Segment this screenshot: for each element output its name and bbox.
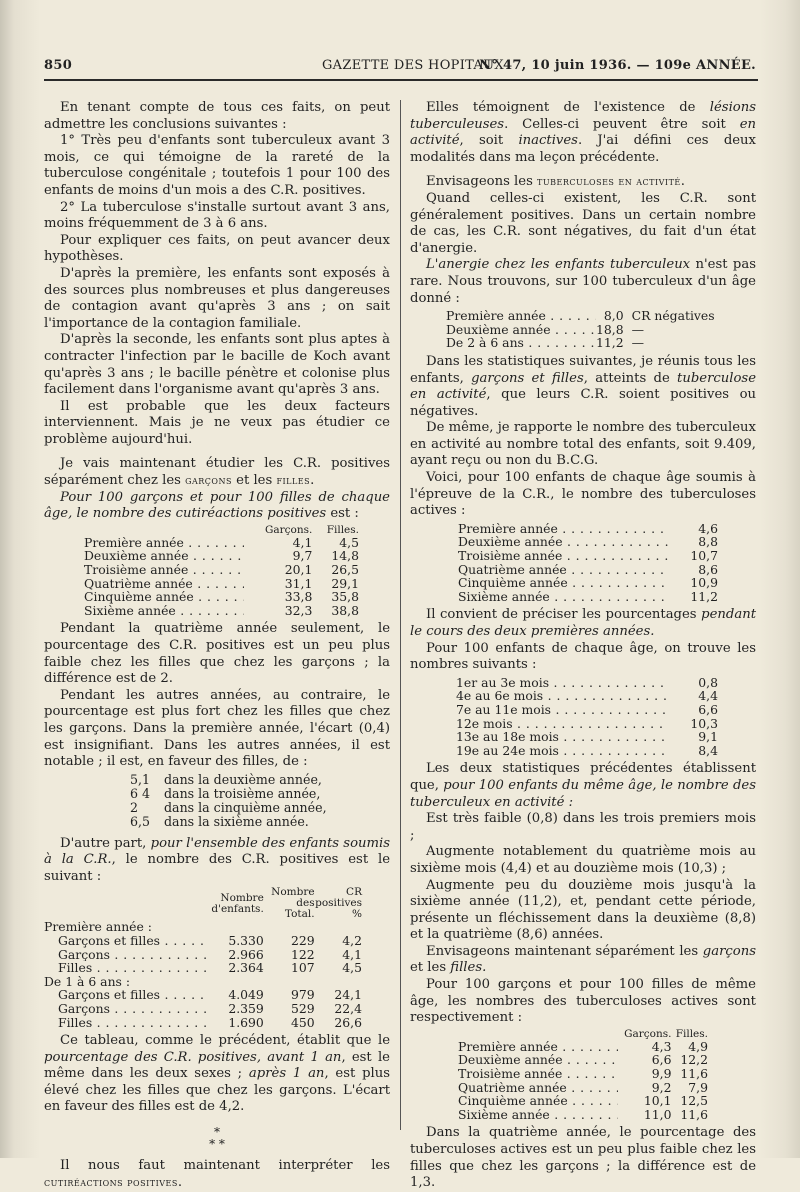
- unit: —: [631, 335, 644, 351]
- table-row: [84, 604, 359, 618]
- value-boys: 33,8: [284, 589, 313, 605]
- table-row: [456, 744, 718, 758]
- row-label: Garçons . . .: [44, 1002, 208, 1016]
- page-header: [44, 58, 756, 80]
- table-row: [44, 948, 362, 962]
- value-girls: 7,9: [688, 1079, 708, 1095]
- table-anergy: [446, 309, 715, 350]
- value: 11,2: [690, 588, 718, 604]
- row-label: Cinquième année . . .: [458, 1094, 618, 1108]
- value-girls: 12,5: [680, 1093, 708, 1109]
- row-label: Garçons et filles . . .: [44, 988, 208, 1002]
- difference-list: [130, 773, 390, 830]
- col-header: Garçons.: [624, 1027, 672, 1040]
- value-girls: 29,1: [331, 575, 359, 591]
- col-header: Filles.: [675, 1027, 708, 1040]
- row-label: Troisième année . . .: [458, 1067, 618, 1081]
- value: 0,8: [698, 674, 718, 690]
- paragraph: Pendant la quatrième année seulement, le pourcentage des C.R. positives est un peu plus faible chez les filles que chez les garçons ; la différence est de 2.: [44, 621, 390, 687]
- value: 10,9: [690, 575, 718, 591]
- table-row: [456, 730, 718, 744]
- group-label: De 1 à 6 ans :: [44, 973, 131, 989]
- value-girls: 12,2: [680, 1052, 708, 1068]
- paragraph: Envisageons les tuberculoses en activité.: [426, 174, 685, 190]
- table-row: [446, 323, 715, 337]
- value-percent: 4,2: [342, 932, 362, 948]
- list-item: [130, 815, 390, 829]
- list-item: [130, 773, 390, 787]
- col-header: Filles.: [326, 523, 359, 536]
- table-row: [456, 717, 718, 731]
- list-text: dans la sixième année.: [164, 814, 309, 830]
- paragraph: Ce tableau, comme le précédent, établit que le pourcentage des C.R. positives, avant 1 an, est le même dans les deux sexes ; après 1 an, est plus élevé chez les filles que chez les garçons. L'écart en faveur des filles est de 4,2.: [44, 1033, 391, 1115]
- table-active-by-sex: [458, 1029, 708, 1122]
- table-row: [458, 549, 718, 563]
- value-total: 107: [290, 960, 315, 976]
- value-girls: 14,8: [331, 548, 359, 564]
- table-row: [446, 309, 715, 323]
- value-boys: 32,3: [284, 602, 313, 618]
- row-label: 7e au 11e mois . . .: [456, 703, 668, 717]
- paragraph: Il convient de préciser les pourcentages pendant le cours des deux premières années.: [410, 607, 756, 639]
- paragraph: Pour 100 garçons et pour 100 filles de même âge, les nombres des tuberculoses actives sont respectivement :: [410, 977, 756, 1026]
- table-row: [458, 535, 718, 549]
- value: 6,6: [698, 701, 718, 717]
- value: 10,3: [690, 715, 718, 731]
- left-column: [44, 100, 390, 1191]
- value: 8,8: [698, 534, 718, 550]
- value-boys: 4,1: [292, 534, 313, 550]
- row-label: Première année . . .: [458, 1040, 618, 1054]
- table-row: [456, 676, 718, 690]
- value-total: 450: [290, 1014, 315, 1030]
- row-label: Deuxième année . . .: [446, 323, 596, 337]
- value-girls: 38,8: [331, 602, 359, 618]
- value-total: 979: [290, 987, 315, 1003]
- paragraph: Pour expliquer ces faits, on peut avancer deux hypothèses.: [44, 232, 390, 265]
- value-percent: 26,6: [334, 1014, 362, 1030]
- value-count: 2.364: [228, 960, 264, 976]
- journal-title: GAZETTE DES HOPITAUX: [322, 58, 504, 73]
- paragraph: Il nous faut maintenant interpréter les cutiréactions positives.: [44, 1158, 390, 1190]
- table-row: [84, 563, 359, 577]
- paragraph: Envisageons maintenant séparément les garçons et les filles.: [410, 943, 756, 976]
- row-label: Sixième année . . .: [458, 590, 668, 604]
- paragraph: Augmente peu du douzième mois jusqu'à la sixième année (11,2), et, pendant cette période, présente un fléchissement dans la deuxième (8,8) et la quatrième (8,6) années.: [410, 877, 756, 943]
- value-girls: 26,5: [331, 562, 359, 578]
- table-row: [458, 1040, 708, 1054]
- column-divider: [400, 100, 401, 1130]
- row-label: Garçons et filles . . .: [44, 934, 208, 948]
- table-row: [446, 336, 715, 350]
- paragraph: En tenant compte de tous ces faits, on peut admettre les conclusions suivantes :: [44, 100, 390, 132]
- value-count: 2.359: [228, 1000, 264, 1016]
- value: 11,2: [596, 335, 624, 351]
- value-boys: 9,2: [651, 1079, 672, 1095]
- list-item: [130, 787, 390, 801]
- paragraph: De même, je rapporte le nombre des tuberculeux en activité au nombre total des enfants, soit 9.409, ayant reçu ou non du B.C.G.: [410, 420, 756, 469]
- col-header: Garçons.: [265, 523, 313, 536]
- value-boys: 6,6: [651, 1052, 672, 1068]
- value-girls: 4,5: [339, 534, 359, 550]
- value: 8,0: [603, 308, 624, 324]
- value: 4,4: [698, 688, 718, 704]
- value-girls: 11,6: [680, 1066, 708, 1082]
- table-row: [458, 522, 718, 536]
- table-row: [44, 1016, 362, 1030]
- section-asterism: * * *: [209, 1125, 225, 1152]
- row-label: Sixième année . . .: [84, 604, 244, 618]
- list-value: 6 4: [130, 785, 151, 801]
- row-label: Cinquième année . . .: [84, 590, 244, 604]
- unit: CR négatives: [631, 308, 715, 324]
- list-value: 6,5: [130, 814, 151, 830]
- paragraph: D'autre part, pour l'ensemble des enfants soumis à la C.R., le nombre des C.R. positives est le suivant :: [44, 835, 391, 884]
- value-boys: 10,1: [643, 1093, 672, 1109]
- table-row: [458, 1067, 708, 1081]
- paragraph: Pendant les autres années, au contraire, le pourcentage est plus fort chez les filles que chez les garçons. Dans la première année, l'écart (0,4) est insignifiant. Dans les autres années, il est notable ; il est, en faveur des filles, de :: [44, 687, 390, 770]
- paragraph: L'anergie chez les enfants tuberculeux n'est pas rare. Nous trouvons, sur 100 tuberculeux d'un âge donné :: [410, 257, 756, 306]
- paragraph: D'après la première, les enfants sont exposés à des sources plus nombreuses et plus dangereuses de contagion avant qu'après 3 ans ; on sait l'importance de la contagion familiale.: [44, 265, 390, 331]
- value-girls: 35,8: [331, 589, 359, 605]
- col-header: CR positives %: [315, 886, 362, 921]
- value: 8,4: [698, 742, 718, 758]
- table-row: [458, 576, 718, 590]
- row-label: Troisième année . . .: [458, 549, 668, 563]
- paragraph: Je vais maintenant étudier les C.R. positives séparément chez les garçons et les filles.: [44, 456, 390, 489]
- value-percent: 4,5: [342, 960, 362, 976]
- value-count: 5.330: [228, 932, 264, 948]
- paragraph: Pour 100 garçons et pour 100 filles de chaque âge, le nombre des cutiréactions positives est :: [44, 489, 390, 522]
- paragraph: Pour 100 enfants de chaque âge, on trouve les nombres suivants :: [410, 640, 756, 673]
- paragraph: 1° Très peu d'enfants sont tuberculeux avant 3 mois, ce qui témoigne de la rareté de la tuberculose congénitale ; toutefois 1 pour 100 des enfants de moins d'un mois a des C.R. positives.: [44, 133, 390, 198]
- right-column: [410, 100, 756, 1192]
- value: 4,6: [698, 520, 718, 536]
- row-label: Sixième année . . .: [458, 1108, 618, 1122]
- row-label: Quatrième année . . .: [458, 1081, 618, 1095]
- table-row: [456, 689, 718, 703]
- value-count: 2.966: [228, 946, 264, 962]
- paragraph: D'après la seconde, les enfants sont plus aptes à contracter l'infection par le bacille de Koch avant qu'après 3 ans ; le bacille pénètre et colonise plus facilement dans l'organisme avant qu'après 3 ans.: [44, 332, 390, 398]
- table-row: [44, 988, 362, 1002]
- row-label: Troisième année . . .: [84, 563, 244, 577]
- list-value: 5,1: [130, 771, 151, 787]
- paragraph: Voici, pour 100 enfants de chaque âge soumis à l'épreuve de la C.R., le nombre des tuberculoses actives :: [410, 470, 756, 519]
- table-row: [458, 1081, 708, 1095]
- row-label: 12e mois . . .: [456, 717, 668, 731]
- row-label: Première année . . .: [84, 536, 244, 550]
- value-girls: 4,9: [688, 1038, 708, 1054]
- paragraph: Les deux statistiques précédentes établissent que, pour 100 enfants du même âge, le nombre des tuberculeux en activité :: [410, 761, 757, 810]
- row-label: Filles . . .: [44, 961, 208, 975]
- value-percent: 24,1: [334, 987, 362, 1003]
- row-label: Deuxième année . . .: [84, 549, 244, 563]
- table-row: [458, 1108, 708, 1122]
- paragraph: Est très faible (0,8) dans les trois premiers mois ;: [410, 811, 756, 843]
- unit: —: [631, 321, 644, 337]
- table-row: [456, 703, 718, 717]
- value-percent: 4,1: [342, 946, 362, 962]
- table-cr-by-sex: [84, 525, 359, 618]
- row-label: Quatrième année . . .: [84, 577, 244, 591]
- table-active-by-month: [456, 676, 718, 758]
- value-boys: 11,0: [643, 1106, 672, 1122]
- table-row: [458, 563, 718, 577]
- value-boys: 9,9: [651, 1066, 672, 1082]
- row-label: Cinquième année . . .: [458, 576, 668, 590]
- table-row: [84, 536, 359, 550]
- value: 8,6: [698, 561, 718, 577]
- table-row: [44, 961, 362, 975]
- row-label: Deuxième année . . .: [458, 535, 668, 549]
- value-boys: 20,1: [284, 562, 313, 578]
- row-label: Garçons . . .: [44, 948, 208, 962]
- row-label: Deuxième année . . .: [458, 1053, 618, 1067]
- group-label: Première année :: [44, 919, 152, 935]
- value-girls: 11,6: [680, 1106, 708, 1122]
- col-header: Nombre des Total.: [271, 886, 315, 921]
- paragraph: Dans les statistiques suivantes, je réunis tous les enfants, garçons et filles, atteints de tuberculose en activité, que leurs C.R. soient positives ou négatives.: [410, 353, 756, 419]
- table-row: [84, 577, 359, 591]
- value: 10,7: [690, 548, 718, 564]
- col-header: Nombre d'enfants.: [211, 891, 264, 915]
- table-cr-totals: [44, 887, 362, 1029]
- value: 18,8: [596, 321, 624, 337]
- row-label: Filles . . .: [44, 1016, 208, 1030]
- table-row: [44, 1002, 362, 1016]
- value: 9,1: [698, 729, 718, 745]
- paragraph: Elles témoignent de l'existence de lésions tuberculeuses. Celles-ci peuvent être soit en activité, soit inactives. J'ai défini ces deux modalités dans ma leçon précédente.: [410, 100, 756, 165]
- row-label: 1er au 3e mois . . .: [456, 676, 668, 690]
- row-label: Première année . . .: [446, 309, 596, 323]
- value-count: 4.049: [228, 987, 264, 1003]
- list-text: dans la troisième année,: [164, 785, 321, 801]
- value-boys: 9,7: [292, 548, 313, 564]
- issue-info: N° 47, 10 juin 1936. — 109e ANNÉE.: [479, 58, 756, 73]
- table-row: [458, 1053, 708, 1067]
- value-total: 529: [290, 1000, 315, 1016]
- row-label: Première année . . .: [458, 522, 668, 536]
- row-label: 4e au 6e mois . . .: [456, 689, 668, 703]
- table-row: [458, 590, 718, 604]
- row-label: De 2 à 6 ans . . .: [446, 336, 596, 350]
- paragraph: Dans la quatrième année, le pourcentage des tuberculoses actives est un peu plus faible chez les filles que chez les garçons ; la différence est de 1,3.: [410, 1125, 756, 1191]
- table-row: [84, 590, 359, 604]
- row-label: 19e au 24e mois . . .: [456, 744, 668, 758]
- value-count: 1.690: [228, 1014, 264, 1030]
- table-row: [458, 1094, 708, 1108]
- paragraph: Quand celles-ci existent, les C.R. sont généralement positives. Dans un certain nombre de cas, les C.R. sont négatives, du fait d'un état d'anergie.: [410, 190, 756, 256]
- value-boys: 31,1: [284, 575, 313, 591]
- value-total: 122: [290, 946, 315, 962]
- list-item: [130, 801, 390, 815]
- row-label: 13e au 18e mois . . .: [456, 730, 668, 744]
- header-rule: [44, 79, 758, 81]
- row-label: Quatrième année . . .: [458, 563, 668, 577]
- list-text: dans la deuxième année,: [164, 771, 322, 787]
- list-text: dans la cinquième année,: [164, 800, 327, 816]
- table-row: [84, 549, 359, 563]
- value-percent: 22,4: [334, 1000, 362, 1016]
- table-active-by-age: [458, 522, 718, 604]
- value-total: 229: [290, 932, 315, 948]
- table-row: [44, 934, 362, 948]
- paragraph: Il est probable que les deux facteurs interviennent. Mais je ne veux pas étudier ce problème aujourd'hui.: [44, 398, 390, 447]
- paragraph: 2° La tuberculose s'installe surtout avant 3 ans, moins fréquemment de 3 à 6 ans.: [44, 199, 390, 232]
- paragraph: Augmente notablement du quatrième mois au sixième mois (4,4) et au douzième mois (10,3) ;: [410, 844, 756, 876]
- page-number: 850: [44, 58, 73, 73]
- list-value: 2: [130, 800, 139, 816]
- value-boys: 4,3: [651, 1038, 672, 1054]
